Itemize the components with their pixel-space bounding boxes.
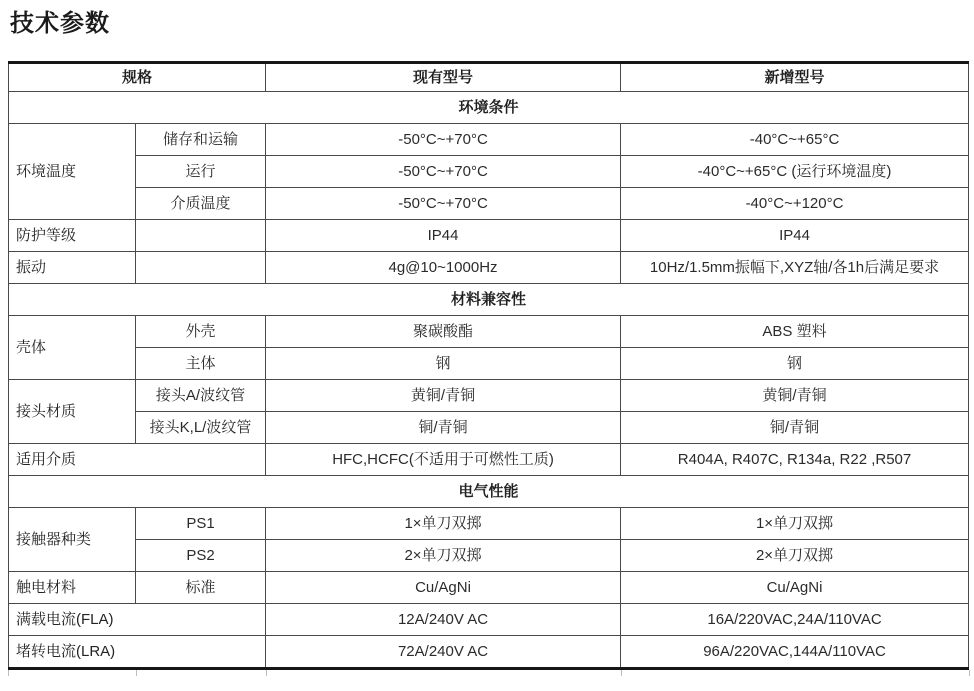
table-row xyxy=(9,220,969,252)
new-value-cell: -40°C~+120°C xyxy=(621,188,969,220)
existing-value-cell: 铜/青铜 xyxy=(266,412,621,444)
existing-value-cell: 黄铜/青铜 xyxy=(266,380,621,412)
new-value-cell: 2×单刀双掷 xyxy=(621,540,969,572)
spec-label-cell: 环境温度 xyxy=(9,124,136,220)
new-value-cell: -40°C~+65°C xyxy=(621,124,969,156)
spec-sub-cell: PS2 xyxy=(136,540,266,572)
new-value-cell: R404A, R407C, R134a, R22 ,R507 xyxy=(621,444,969,476)
section-title: 材料兼容性 xyxy=(9,284,969,316)
spec-sub-cell: 主体 xyxy=(136,348,266,380)
table-row xyxy=(9,540,969,572)
existing-value-cell: 12A/240V AC xyxy=(266,604,621,636)
next-row-sliver xyxy=(8,670,970,676)
spec-sub-cell: 接头K,L/波纹管 xyxy=(136,412,266,444)
column-header-new: 新增型号 xyxy=(621,63,969,92)
table-row xyxy=(9,380,969,412)
page-title: 技术参数 xyxy=(10,10,110,37)
spec-table xyxy=(8,61,969,670)
table-row xyxy=(9,252,969,284)
table-row xyxy=(9,124,969,156)
column-header-existing: 现有型号 xyxy=(266,63,621,92)
existing-value-cell: 钢 xyxy=(266,348,621,380)
new-value-cell: ABS 塑料 xyxy=(621,316,969,348)
new-value-cell: 10Hz/1.5mm振幅下,XYZ轴/各1h后满足要求 xyxy=(621,252,969,284)
table-row xyxy=(9,316,969,348)
spec-label-cell: 接头材质 xyxy=(9,380,136,444)
existing-value-cell: HFC,HCFC(不适用于可燃性工质) xyxy=(266,444,621,476)
spec-sub-cell: PS1 xyxy=(136,508,266,540)
existing-value-cell: 1×单刀双掷 xyxy=(266,508,621,540)
new-value-cell: 铜/青铜 xyxy=(621,412,969,444)
table-row xyxy=(9,444,969,476)
existing-value-cell: Cu/AgNi xyxy=(266,572,621,604)
spec-label-cell: 接触器种类 xyxy=(9,508,136,572)
spec-sub-cell xyxy=(136,220,266,252)
sliver-divider xyxy=(621,670,622,676)
section-header-row xyxy=(9,92,969,124)
spec-sub-cell: 储存和运输 xyxy=(136,124,266,156)
section-title: 环境条件 xyxy=(9,92,969,124)
new-value-cell: IP44 xyxy=(621,220,969,252)
existing-value-cell: 4g@10~1000Hz xyxy=(266,252,621,284)
existing-value-cell: 聚碳酸酯 xyxy=(266,316,621,348)
new-value-cell: 黄铜/青铜 xyxy=(621,380,969,412)
table-row xyxy=(9,508,969,540)
new-value-cell: 钢 xyxy=(621,348,969,380)
table-row xyxy=(9,636,969,669)
table-row xyxy=(9,572,969,604)
spec-label-cell: 堵转电流(LRA) xyxy=(9,636,266,669)
existing-value-cell: -50°C~+70°C xyxy=(266,124,621,156)
existing-value-cell: 72A/240V AC xyxy=(266,636,621,669)
new-value-cell: Cu/AgNi xyxy=(621,572,969,604)
spec-label-cell: 壳体 xyxy=(9,316,136,380)
sliver-divider xyxy=(136,670,137,676)
new-value-cell: 16A/220VAC,24A/110VAC xyxy=(621,604,969,636)
column-header-spec: 规格 xyxy=(9,63,266,92)
spec-label-cell: 触电材料 xyxy=(9,572,136,604)
section-title: 电气性能 xyxy=(9,476,969,508)
new-value-cell: -40°C~+65°C (运行环境温度) xyxy=(621,156,969,188)
table-row xyxy=(9,604,969,636)
new-value-cell: 96A/220VAC,144A/110VAC xyxy=(621,636,969,669)
spec-label-cell: 适用介质 xyxy=(9,444,266,476)
sliver-divider xyxy=(266,670,267,676)
table-row xyxy=(9,156,969,188)
spec-label-cell: 振动 xyxy=(9,252,136,284)
spec-sub-cell: 外壳 xyxy=(136,316,266,348)
section-header-row xyxy=(9,476,969,508)
spec-sub-cell: 接头A/波纹管 xyxy=(136,380,266,412)
existing-value-cell: 2×单刀双掷 xyxy=(266,540,621,572)
spec-sub-cell: 介质温度 xyxy=(136,188,266,220)
existing-value-cell: IP44 xyxy=(266,220,621,252)
spec-label-cell: 满载电流(FLA) xyxy=(9,604,266,636)
table-row xyxy=(9,348,969,380)
table-row xyxy=(9,188,969,220)
spec-sub-cell: 运行 xyxy=(136,156,266,188)
spec-label-cell: 防护等级 xyxy=(9,220,136,252)
header-row xyxy=(9,63,969,92)
existing-value-cell: -50°C~+70°C xyxy=(266,188,621,220)
spec-sub-cell xyxy=(136,252,266,284)
existing-value-cell: -50°C~+70°C xyxy=(266,156,621,188)
new-value-cell: 1×单刀双掷 xyxy=(621,508,969,540)
table-row xyxy=(9,412,969,444)
section-header-row xyxy=(9,284,969,316)
spec-sub-cell: 标准 xyxy=(136,572,266,604)
